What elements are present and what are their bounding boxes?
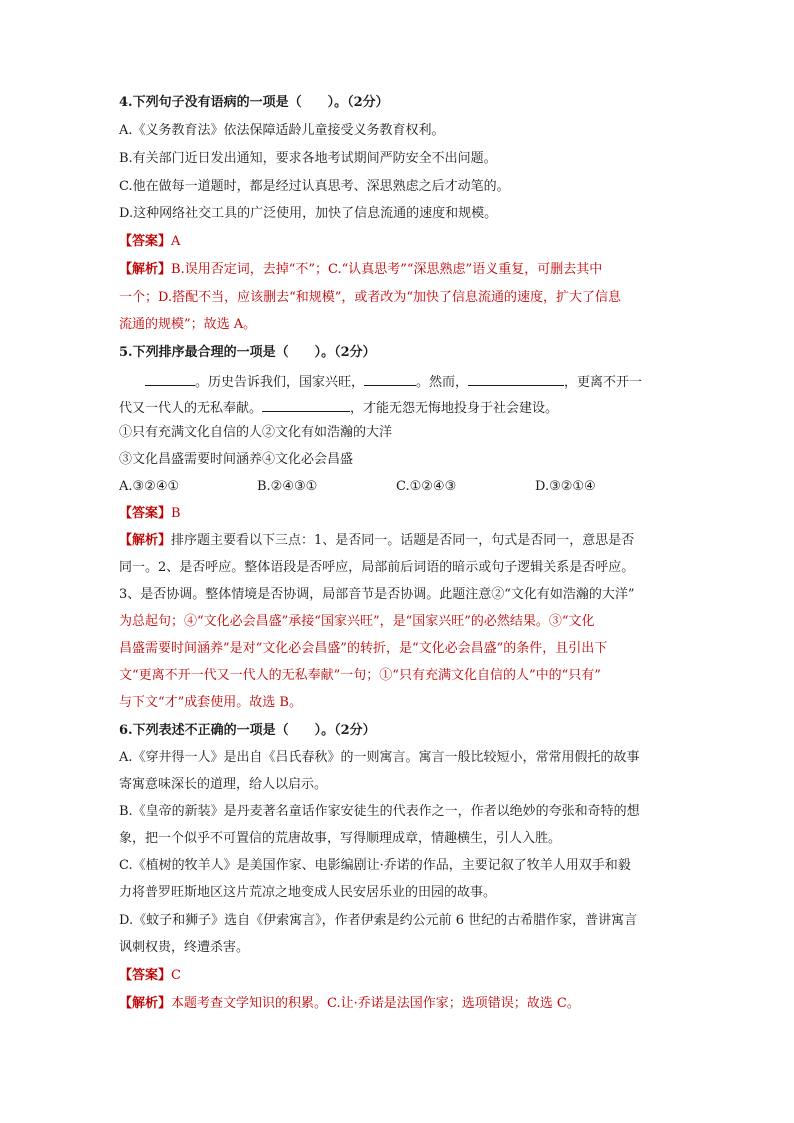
q6-option-a-line-1: A.《穿井得一人》是出自《吕氏春秋》的一则寓言。寓言一般比较短小，常常用假托的故事 — [119, 750, 640, 765]
q4-analysis-line-2: 一个；D.搭配不当，应该删去“和规模”，或者改为“加快了信息流通的速度，扩大了信息 — [119, 290, 622, 305]
q6-option-a-line-2: 寄寓意味深长的道理，给人以启示。 — [119, 777, 328, 792]
q5-option-a: A.③②④① — [119, 479, 180, 494]
q4-option-a: A.《义务教育法》依法保障适龄儿童接受义务教育权利。 — [119, 123, 445, 138]
q6-analysis-line-1 — [119, 996, 679, 1012]
passage-text: 。然而， — [416, 375, 469, 390]
q6-option-d-line-1: D.《蚊子和狮子》选自《伊索寓言》，作者伊索是约公元前 6 世纪的古希腊作家，普讲寓言 — [119, 913, 638, 928]
answer-tag: 【答案】 — [119, 234, 172, 249]
analysis-text: 排序题主要看以下三点：1、是否同一。话题是否同一，句式是否同一，意思是否 — [171, 533, 635, 548]
q5-analysis-line-5: 昌盛需要时间涵养”是对“文化必会昌盛”的转折，是“文化必会昌盛”的条件，且引出下 — [119, 641, 608, 656]
answer-value: A — [171, 234, 181, 249]
q5-analysis-line-4: 为总起句；④“文化必会昌盛”承接“国家兴旺”，是“国家兴旺”的必然结果。③“文化 — [119, 614, 595, 629]
q5-analysis-line-6: 文“更离不开一代又一代人的无私奉献”一句；①“只有充满文化自信的人”中的“只有” — [119, 668, 601, 683]
q5-sentences-1: ①只有充满文化自信的人②文化有如浩瀚的大洋 — [119, 425, 393, 440]
q4-answer-line — [119, 234, 679, 250]
q5-analysis-line-1 — [119, 533, 679, 549]
q5-analysis-line-3: 3、是否协调。整体情境是否协调，局部音节是否协调。此题注意②“文化有如浩瀚的大洋” — [119, 587, 635, 602]
q6-option-c-line-2: 力将普罗旺斯地区这片荒凉之地变成人民安居乐业的田园的故事。 — [119, 885, 497, 900]
q5-option-c: C.①②④③ — [396, 479, 457, 494]
analysis-text: B.误用否定词，去掉“不”；C.“认真思考”“深思熟虑”语义重复，可删去其中 — [171, 262, 603, 277]
q5-option-b: B.②④③① — [257, 479, 318, 494]
q6-answer-line — [119, 968, 679, 984]
q6-option-b-line-1: B.《皇帝的新装》是丹麦著名童话作家安徒生的代表作之一，作者以绝妙的夸张和奇特的想 — [119, 804, 640, 819]
analysis-tag: 【解析】 — [119, 262, 172, 277]
answer-tag: 【答案】 — [119, 968, 172, 983]
fill-blank-4 — [262, 399, 350, 412]
passage-text: 代又一代人的无私奉献。 — [119, 401, 263, 416]
q5-option-d: D.③②①④ — [535, 479, 596, 494]
answer-value: B — [171, 506, 181, 521]
q5-analysis-line-7: 与下文“才”成套使用。故选 B。 — [119, 695, 302, 710]
q5-answer-line — [119, 506, 679, 522]
fill-blank-2 — [364, 373, 416, 386]
answer-value: C — [171, 968, 181, 983]
q6-option-c-line-1: C.《植树的牧羊人》是美国作家、电影编剧让·乔诺的作品，主要记叙了牧羊人用双手和毅 — [119, 858, 631, 873]
q4-analysis-line-3: 流通的规模”；故选 A。 — [119, 317, 257, 332]
passage-text: ，才能无怨无悔地投身于社会建设。 — [350, 401, 559, 416]
passage-text: 。历史告诉我们，国家兴旺， — [195, 375, 365, 390]
answer-tag: 【答案】 — [119, 506, 172, 521]
q6-option-d-line-2: 讽刺权贵，终遭杀害。 — [119, 940, 250, 955]
q4-option-d: D.这种网络社交工具的广泛使用，加快了信息流通的速度和规模。 — [119, 206, 498, 221]
fill-blank-3 — [468, 373, 564, 386]
q6-option-b-line-2: 象，把一个似乎不可置信的荒唐故事，写得顺理成章，情趣横生，引人入胜。 — [119, 831, 562, 846]
q5-stem: 5.下列排序最合理的一项是（ ）。（2分） — [119, 345, 376, 360]
q4-option-c: C.他在做每一道题时，都是经过认真思考、深思熟虑之后才动笔的。 — [119, 179, 510, 194]
q4-analysis-line-1 — [119, 262, 679, 278]
q6-stem: 6.下列表述不正确的一项是（ ）。（2分） — [119, 723, 376, 738]
analysis-text: 本题考查文学知识的积累。C.让·乔诺是法国作家；选项错误；故选 C。 — [171, 996, 580, 1011]
q5-passage-line-1 — [119, 373, 679, 391]
q5-analysis-line-2: 同一。2、是否呼应。整体语段是否呼应，局部前后词语的暗示或句子逻辑关系是否呼应。 — [119, 560, 635, 575]
passage-text: ，更离不开一 — [564, 375, 643, 390]
q5-sentences-2: ③文化昌盛需要时间涵养④文化必会昌盛 — [119, 452, 354, 467]
q4-stem: 4.下列句子没有语病的一项是（ ）。（2分） — [119, 95, 389, 110]
fill-blank-1 — [145, 373, 195, 386]
q5-passage-line-2 — [119, 399, 679, 417]
analysis-tag: 【解析】 — [119, 996, 172, 1011]
analysis-tag: 【解析】 — [119, 533, 172, 548]
q4-option-b: B.有关部门近日发出通知，要求各地考试期间严防安全不出问题。 — [119, 151, 497, 166]
